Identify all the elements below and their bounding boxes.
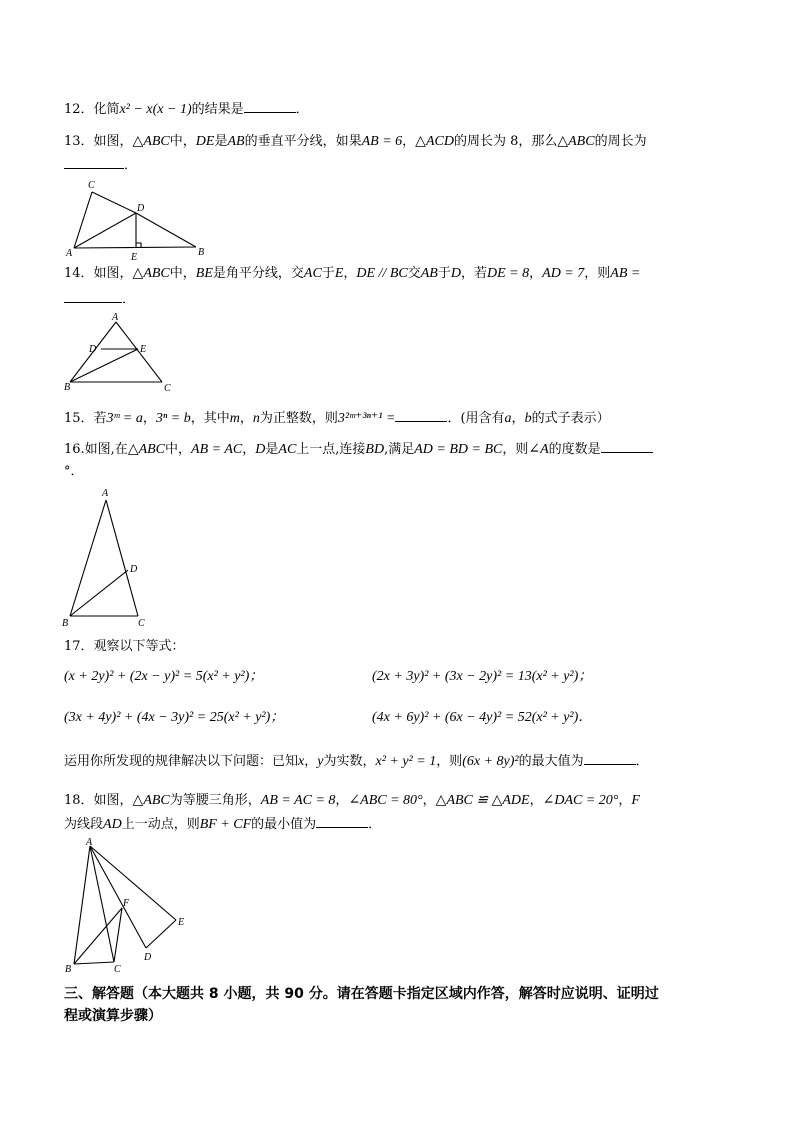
q18-text: ， (529, 793, 543, 808)
q17-text: ，则 (436, 754, 463, 769)
q13-triangle-abc: △ABC (132, 134, 170, 149)
q13-triangle-acd: △ACD (415, 134, 454, 149)
q13-text: 是 (214, 134, 228, 149)
q15-b: b (524, 411, 532, 426)
q15-expr-3n: 3ⁿ = b (155, 411, 191, 426)
q13-ab-value: AB = 6 (361, 134, 403, 149)
q15-text: ， (511, 411, 525, 426)
q12-text: 的结果是 (191, 102, 244, 117)
q16-label-c: C (138, 618, 145, 629)
q14-de-value: DE = 8 (487, 266, 530, 281)
q15-text: 的式子表示） (531, 411, 610, 426)
q16-segment-ac (106, 500, 138, 616)
q18-label-d: D (144, 952, 152, 963)
q18-segment-de (146, 920, 176, 948)
q14-label-c: C (164, 383, 171, 394)
q16-triangle-abc: △ABC (127, 442, 166, 457)
q17-task (64, 752, 649, 771)
q13-label-e: E (131, 252, 138, 262)
question-13 (64, 133, 647, 151)
q14-text: 于 (321, 266, 335, 281)
question-18 (64, 792, 640, 810)
q18-text: 的最小值为 (251, 817, 317, 832)
q17-end: ． (635, 754, 649, 769)
q13-triangle-abc: △ABC (557, 134, 595, 149)
q16-label-d: D (130, 564, 138, 575)
q13-segment-ab (74, 247, 196, 248)
q12-number: 12．化简 (64, 102, 120, 117)
q16-ac: AC (278, 442, 297, 457)
q16-ab-ac: AB = AC (191, 442, 243, 457)
q16-text: 中， (165, 442, 192, 457)
section-3-heading-cont: 程或演算步骤） (64, 1008, 162, 1024)
question-13-answer-line (64, 156, 137, 175)
q14-text: 中， (169, 266, 196, 281)
q16-text: 是 (265, 442, 279, 457)
q17-text: ， (304, 754, 318, 769)
q18-label-c: C (114, 964, 121, 975)
q16-figure (60, 484, 170, 630)
q13-text: ， (402, 134, 416, 149)
q13-label-b: B (198, 247, 205, 258)
q15-a: a (504, 411, 512, 426)
q14-segment-be (70, 349, 138, 382)
q15-text: ，其中 (190, 411, 230, 426)
question-14 (64, 265, 640, 283)
q14-answer-blank (64, 290, 122, 303)
q14-triangle-abc: △ABC (132, 266, 170, 281)
q17-y: y (317, 754, 324, 769)
q13-end: ． (124, 158, 138, 173)
q18-angle-abc: ∠ABC = 80° (348, 793, 423, 808)
q16-equal-segments: AD = BD = BC (414, 442, 503, 457)
q18-label-e: E (178, 917, 185, 928)
q13-number: 13．如图， (64, 134, 133, 149)
q17-x: x (298, 754, 305, 769)
section-3-heading: 三、解答题（本大题共 8 小题，共 90 分。请在答题卡指定区域内作答，解答时应说明、证明过 (64, 986, 659, 1002)
q13-text: 中， (169, 134, 196, 149)
q15-text: 为正整数，则 (259, 411, 338, 426)
q14-figure (64, 310, 184, 396)
q13-segment-cd (92, 192, 136, 213)
question-14-answer-line (64, 290, 135, 309)
q17-equation-4: (4x + 6y)² + (6x − 4y)² = 52(x² + y²)． (372, 710, 593, 725)
q16-label-b: B (62, 618, 69, 629)
q18-triangle-abc: △ABC (132, 793, 170, 808)
q12-expression: x² − x(x − 1) (119, 102, 192, 117)
q17-equation-1: (x + 2y)² + (2x − y)² = 5(x² + y²)； (64, 669, 264, 684)
q15-text: ．(用含有 (447, 411, 505, 426)
q16-text: ,满足 (384, 442, 415, 457)
q17-text: 为实数， (323, 754, 376, 769)
q14-ac: AC (303, 266, 322, 281)
q16-end: °． (64, 464, 84, 479)
question-18-line-2 (64, 815, 381, 834)
q14-end: ． (122, 292, 136, 307)
q18-text: 为线段 (64, 817, 104, 832)
q15-text: ， (142, 411, 156, 426)
q16-text: ，则 (502, 442, 529, 457)
q17-text: 运用你所发现的规律解决以下问题：已知 (64, 754, 299, 769)
q17-number: 17．观察以下等式： (64, 639, 185, 654)
question-16-answer-line (64, 463, 84, 481)
q16-text: ， (242, 442, 256, 457)
q14-ab-equals: AB = (610, 266, 641, 281)
q14-text: 是角平分线，交 (212, 266, 304, 281)
q14-ad-value: AD = 7 (542, 266, 585, 281)
q15-answer-blank (395, 409, 447, 422)
q13-ab: AB (227, 134, 245, 149)
q14-e: E (334, 266, 344, 281)
q15-m: m (229, 411, 240, 426)
q14-ab: AB (420, 266, 438, 281)
q18-angle-dac: ∠DAC = 20° (542, 793, 619, 808)
question-16 (64, 440, 653, 459)
q14-d: D (450, 266, 461, 281)
q16-text: 上一点,连接 (296, 442, 366, 457)
q18-target-expr: BF + CF (199, 817, 252, 832)
q15-number: 15．若 (64, 411, 107, 426)
q14-de-parallel-bc: DE // BC (356, 266, 408, 281)
q18-ad: AD (103, 817, 122, 832)
q16-angle-a: ∠A (528, 442, 549, 457)
q18-text: 为等腰三角形， (169, 793, 261, 808)
q14-text: ， (529, 266, 543, 281)
q14-label-d: D (89, 344, 97, 355)
q14-be: BE (195, 266, 213, 281)
q12-answer-blank (244, 100, 296, 113)
q13-text: 的垂直平分线，如果 (244, 134, 362, 149)
q14-label-a: A (112, 312, 119, 323)
q14-text: ， (343, 266, 357, 281)
q14-label-e: E (140, 344, 147, 355)
q14-number: 14．如图， (64, 266, 133, 281)
q14-text: ，则 (584, 266, 611, 281)
q17-text: 的最大值为 (518, 754, 584, 769)
q17-equation-3: (3x + 4y)² + (4x − 3y)² = 25(x² + y²)； (64, 710, 285, 725)
q18-text: ， (335, 793, 349, 808)
q14-segment-ac (116, 322, 162, 382)
q14-text: 交 (407, 266, 421, 281)
q18-segment-ab (74, 846, 90, 964)
q14-text: 于 (437, 266, 451, 281)
q13-label-d: D (137, 203, 145, 214)
q13-label-c: C (88, 180, 95, 191)
q18-label-a: A (86, 837, 93, 848)
q12-end: ． (295, 102, 309, 117)
q18-segment-bc (74, 962, 114, 964)
q18-end: ． (368, 817, 382, 832)
q18-text: ， (618, 793, 632, 808)
q18-f: F (631, 793, 640, 808)
q13-figure (64, 176, 214, 262)
question-17 (64, 638, 185, 656)
q13-segment-db (136, 213, 196, 247)
q15-text: ， (239, 411, 253, 426)
q13-text: 的周长为 (594, 134, 647, 149)
q16-answer-blank (601, 440, 653, 453)
q14-text: ，若 (461, 266, 488, 281)
q15-n: n (252, 411, 260, 426)
q13-label-a: A (66, 248, 73, 259)
q17-answer-blank (584, 752, 636, 765)
q16-bd: BD (365, 442, 385, 457)
q18-text: ， (422, 793, 436, 808)
question-15 (64, 409, 610, 428)
q17-target-expr: (6x + 8y)² (462, 754, 519, 769)
q16-segment-bd (70, 570, 128, 616)
q16-d: D (255, 442, 266, 457)
q18-side-lengths: AB = AC = 8 (260, 793, 336, 808)
q16-segment-ab (70, 500, 106, 616)
q13-text: 的周长为 8，那么 (453, 134, 558, 149)
q15-expr-3m: 3ᵐ = a (106, 411, 143, 426)
q14-label-b: B (64, 382, 71, 393)
q18-congruence: △ABC ≌ △ADE (435, 793, 530, 808)
q16-number: 16.如图,在 (64, 442, 128, 457)
q15-expr-target: 3²ᵐ⁺³ⁿ⁺¹ = (337, 411, 396, 426)
q18-number: 18．如图， (64, 793, 133, 808)
q17-equation-2: (2x + 3y)² + (3x − 2y)² = 13(x² + y²)； (372, 669, 593, 684)
q13-de: DE (195, 134, 215, 149)
q18-figure (60, 836, 192, 976)
q16-text: 的度数是 (548, 442, 601, 457)
q18-label-b: B (65, 964, 72, 975)
q13-answer-blank (64, 156, 124, 169)
q18-answer-blank (316, 815, 368, 828)
q17-condition: x² + y² = 1 (375, 754, 437, 769)
q18-text: 上一动点，则 (121, 817, 200, 832)
q16-label-a: A (102, 488, 109, 499)
question-12 (64, 100, 309, 119)
q18-label-f: F (123, 898, 130, 909)
